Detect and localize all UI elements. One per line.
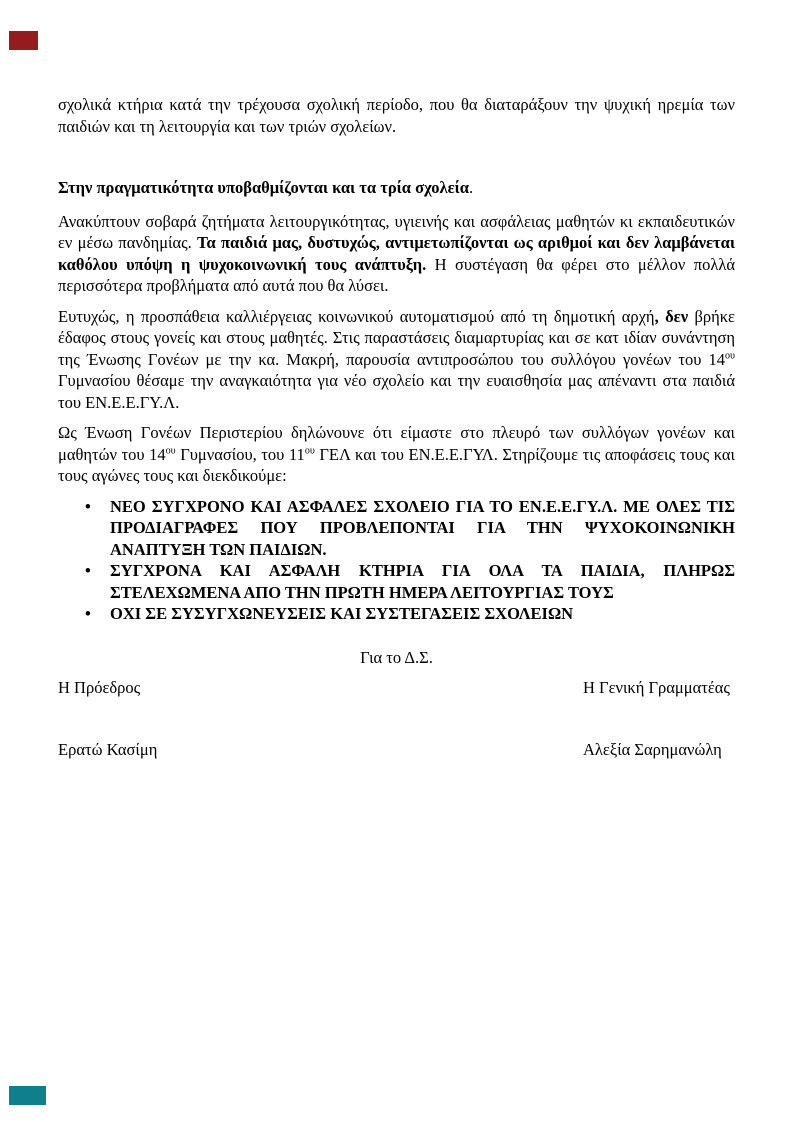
secretary-role-label: Η Γενική Γραμματέας bbox=[583, 678, 730, 697]
secretary-name: Αλεξία Σαρημανώλη bbox=[583, 739, 722, 759]
demand-text: ΣΥΓΧΡΟΝΑ ΚΑΙ ΑΣΦΑΛΗ ΚΤΗΡΙΑ ΓΙΑ ΟΛΑ ΤΑ ΠΑΙΔΙΑ, ΠΛΗΡΩΣ ΣΤΕΛΕΧΩΜΕΝΑ ΑΠΟ ΤΗΝ ΠΡΩΤΗ ΗΜΕΡΑ ΛΕΙΤΟΥΡΓΙΑΣ ΤΟΥΣ bbox=[110, 561, 735, 602]
paragraph-continuation: σχολικά κτήρια κατά την τρέχουσα σχολική περίοδο, που θα διαταράξουν την ψυχική ηρεμία των παιδιών και τη λειτουργία και των τριών σχολείων. bbox=[58, 95, 735, 136]
statement-heading: Στην πραγματικότητα υποβαθμίζονται και τα τρία σχολεία. bbox=[58, 178, 474, 197]
demand-item bbox=[58, 496, 735, 561]
paragraph-operational-issues: Ανακύπτουν σοβαρά ζητήματα λειτουργικότητας, υγιεινής και ασφάλειας μαθητών κι εκπαιδευτικών εν μέσω πανδημίας. Τα παιδιά μας, δυστυχώς, αντιμετωπίζονται ως αριθμοί και δεν λαμβάνεται καθόλου υπόψη η ψυχοκοινωνική τους ανάπτυξη. Η συστέγαση θα φέρει στο μέλλον πολλά περισσότερα προβλήματα από αυτά που θα λύσει. bbox=[58, 211, 735, 295]
bullet-icon: • bbox=[85, 561, 91, 580]
demand-text: ΟΧΙ ΣΕ ΣΥΣΥΓΧΩΝΕΥΣΕΙΣ ΚΑΙ ΣΥΣΤΕΓΑΣΕΙΣ ΣΧΟΛΕΙΩΝ bbox=[110, 604, 574, 623]
president-role-label: Η Πρόεδρος bbox=[58, 678, 141, 697]
president-name: Ερατώ Κασίμη bbox=[58, 739, 158, 759]
for-the-board-line: Για το Δ.Σ. bbox=[360, 647, 433, 667]
signature-names-row bbox=[58, 739, 735, 761]
demand-item bbox=[58, 560, 735, 603]
demand-item bbox=[58, 603, 735, 625]
demand-text: ΝΕΟ ΣΥΓΧΡΟΝΟ ΚΑΙ ΑΣΦΑΛΕΣ ΣΧΟΛΕΙΟ ΓΙΑ ΤΟ ΕΝ.Ε.Ε.ΓΥ.Λ. ΜΕ ΟΛΕΣ ΤΙΣ ΠΡΟΔΙΑΓΡΑΦΕΣ ΠΟΥ ΠΡΟΒΛΕΠΟΝΤΑΙ ΓΙΑ ΤΗΝ ΨΥΧΟΚΟΙΝΩΝΙΚΗ ΑΝΑΠΤΥΞΗ ΤΩΝ ΠΑΙΔΙΩΝ. bbox=[110, 496, 735, 559]
page-corner-marker-bottom bbox=[9, 1086, 46, 1105]
demands-list bbox=[58, 496, 735, 625]
paragraph-protests: Ευτυχώς, η προσπάθεια καλλιέργειας κοινωνικού αυτοματισμού από τη δημοτική αρχή, δεν βρήκε έδαφος στους γονείς και στους μαθητές. Στις παραστάσεις διαμαρτυρίας και σε κατ ιδίαν συνάντηση της Ένωσης Γονέων με την κα. Μακρή, παρουσία αντιπροσώπου του συλλόγου γονέων του $14^{o\upsilon}$ Γυμνασίου θέσαμε την αναγκαιότητα για νέο σχολείο και την ευαισθησία μας απέναντι στα παιδιά του ΕΝ.Ε.Ε.ΓΥ.Λ. bbox=[58, 306, 735, 412]
signature-roles-row bbox=[58, 677, 735, 699]
page-corner-marker-top bbox=[9, 31, 38, 50]
bullet-icon: • bbox=[85, 604, 91, 623]
paragraph-declaration: Ως Ένωση Γονέων Περιστερίου δηλώνουνε ότι είμαστε στο πλευρό των συλλόγων γονέων και μαθητών του $14^{o\upsilon}$ Γυμνασίου, του $11^{o\upsilon}$ ΓΕΛ και του ΕΝ.Ε.Ε.ΓΥΛ. Στηρίζουμε τις αποφάσεις τους και τους αγώνες τους και διεκδικούμε: bbox=[58, 423, 735, 485]
bullet-icon: • bbox=[85, 496, 91, 516]
